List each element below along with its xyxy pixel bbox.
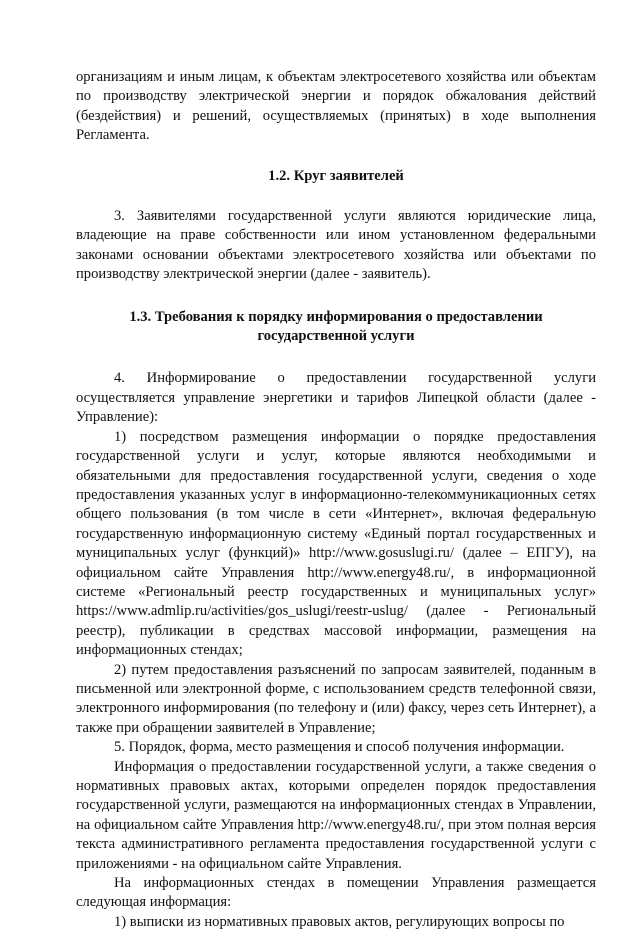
- section-heading-informing: [76, 308, 596, 347]
- paragraph-procedure: 5. Порядок, форма, место размещения и способ получения информации.: [114, 739, 565, 756]
- section-heading-line: государственной услуги: [257, 328, 415, 345]
- document-page: [76, 68, 596, 932]
- paragraph-information-placement: Информация о предоставлении государственной услуги, а также сведения о нормативных правовых актах, которыми определен порядок предоставления государственной услуги, размещаются на информационных стендах в Управлении, на официальном сайте Управления http://www.energy48.ru/, при этом полная версия текста административного регламента предоставления государственной услуги с приложениями - на официальном сайте Управления.: [76, 758, 596, 872]
- list-item-clarification: 2) путем предоставления разъяснений по запросам заявителей, поданным в письменной или электронной форме, с использованием средств телефонной связи, электронного информирования (по телефону и (или) факсу, через сеть Интернет), а также при обращении заявителей в Управление;: [76, 661, 596, 736]
- paragraph-stands: На информационных стендах в помещении Управления размещается следующая информация:: [76, 875, 596, 911]
- paragraph-applicants: 3. Заявителями государственной услуги являются юридические лица, владеющие на праве собственности или ином установленном федеральными законами основании объектами электросетевого хозяйства или объектами по производству электрической энергии (далее - заявитель).: [76, 208, 596, 283]
- paragraph-informing: 4. Информирование о предоставлении государственной услуги осуществляется управление энергетики и тарифов Липецкой области (далее - Управление):: [76, 370, 596, 426]
- paragraph-intro: организациям и иным лицам, к объектам электросетевого хозяйства или объектам по производству электрической энергии и порядок обжалования действий (бездействия) и решений, осуществляемых (принятых) в ходе выполнения Регламента.: [76, 69, 596, 144]
- section-heading-line: 1.3. Требования к порядку информирования о предоставлении: [129, 308, 543, 325]
- list-item-extracts: 1) выписки из нормативных правовых актов, регулирующих вопросы по: [114, 913, 565, 930]
- list-item-publication: 1) посредством размещения информации о порядке предоставления государственной услуги и услуг, которые являются необходимыми и обязательными для предоставления государственной услуги, сведения о ходе предоставления указанных услуг в информационно-телекоммуникационных сетях общего пользования (в том числе в сети «Интернет», включая федеральную государственную информационную систему «Единый портал государственных и муниципальных услуг (функций)» http://www.gosuslugi.ru/ (далее – ЕПГУ), на официальном сайте Управления http://www.energy48.ru/, в информационной системе «Региональный реестр государственных и муниципальных услуг» https://www.admlip.ru/activities/gos_uslugi/reestr-uslug/ (далее - Региональный реестр), публикации в средствах массовой информации, размещения на информационных стендах;: [76, 428, 596, 659]
- section-heading-applicants: 1.2. Круг заявителей: [268, 167, 404, 184]
